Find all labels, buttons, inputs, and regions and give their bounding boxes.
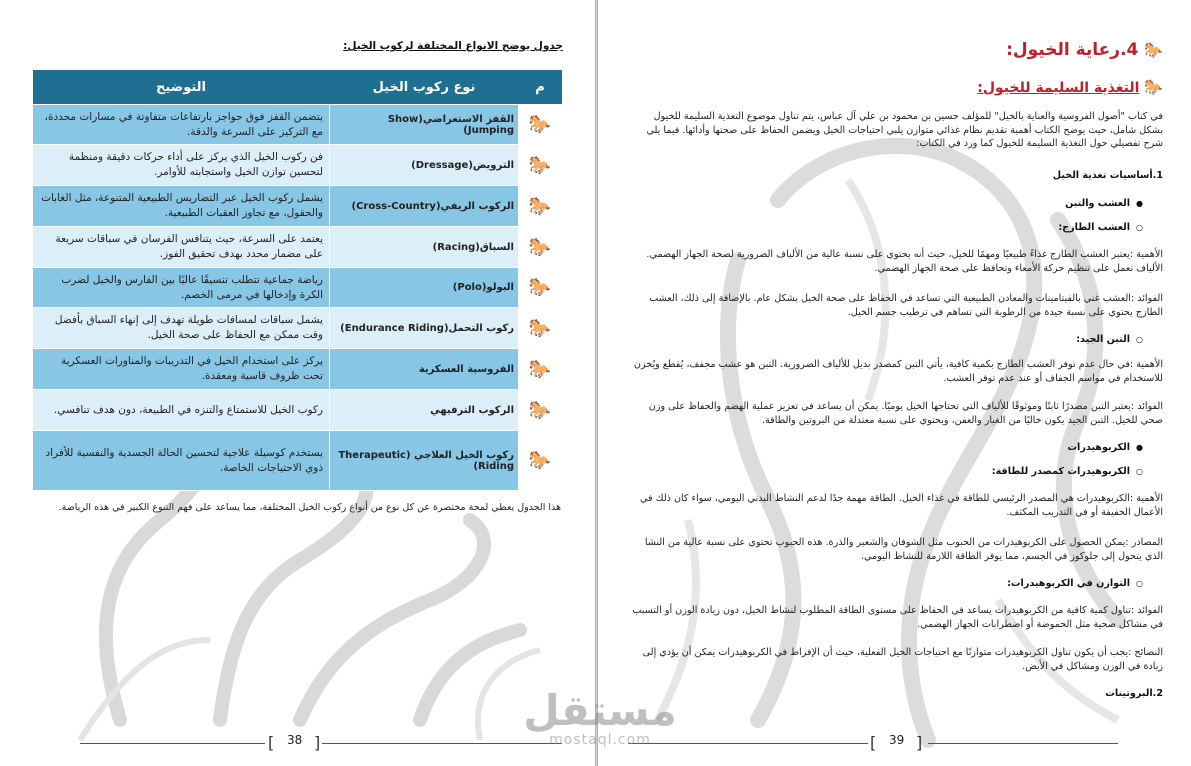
circle-bullet-icon: ○ bbox=[1136, 335, 1143, 344]
circle-bullet-icon: ○ bbox=[1136, 467, 1143, 476]
bullet-dot-icon: ● bbox=[1136, 199, 1143, 208]
table-row bbox=[33, 390, 562, 431]
row-type-name: الركوب الترفيهي bbox=[330, 390, 519, 431]
table-row bbox=[33, 308, 562, 349]
horse-icon: 🐎 bbox=[519, 105, 562, 145]
table-row bbox=[33, 105, 562, 145]
section-title: 2.البروتينات bbox=[1105, 688, 1163, 699]
row-description: يتضمن القفز فوق حواجز بارتفاعات متفاوتة في مسارات محددة، مع التركيز على السرعة والدقة. bbox=[33, 105, 330, 145]
row-type-name: الركوب الريفي(Cross-Country) bbox=[330, 186, 519, 227]
sub-bullet-text: العشب الطازج: bbox=[1058, 222, 1131, 233]
horse-icon: 🐎 bbox=[1144, 41, 1163, 59]
horse-icon: 🐎 bbox=[519, 145, 562, 186]
page-number: 39 bbox=[889, 733, 905, 747]
horse-icon: 🐎 bbox=[519, 268, 562, 308]
row-type-name: ركوب الخيل العلاجي (Therapeutic Riding) bbox=[330, 431, 519, 491]
watermark-arabic: مستقل bbox=[523, 686, 677, 735]
paragraph: الأهمية :يعتبر العشب الطازج غذاءً طبيعيًا ومهمًا للخيل، حيث أنه يحتوي على نسبة عالية من الألياف الضرورية لصحة الجهاز الهضمي. الألياف تعمل على تنظيم حركة الأمعاء وتحافظ على صحة الجهاز الهضمي. bbox=[646, 249, 1163, 274]
subsection-heading-text: التغذية السليمة للخيول: bbox=[977, 80, 1140, 96]
paragraph: الفوائد :تناول كمية كافية من الكربوهيدرات يساعد في الحفاظ على مستوى الطاقة المطلوب لنشاط الخيل، دون زيادة الوزن أو التسبب في مشاكل صحية مثل الحموضة أو اضطرابات الجهاز الهضمي. bbox=[632, 605, 1163, 630]
paragraph: المصادر :يمكن الحصول على الكربوهيدرات من الحبوب مثل الشوفان والشعير والذرة. هذه الحبوب تحتوي على نسبة عالية من النشا الذي يتحول إلى جلوكوز في الجسم، مما يوفر الطاقة اللازمة للنشاط اليومي. bbox=[644, 537, 1163, 562]
paragraph: الأهمية :الكربوهيدرات هي المصدر الرئيسي للطاقة في غذاء الخيل. الطاقة مهمة جدًا لدعم النشاط البدني اليومي، سواء كان ذلك في الأعمال الخفيفة أو في التدريب المكثف. bbox=[639, 493, 1163, 518]
page-right bbox=[598, 0, 1191, 766]
sub-bullet-text: التوازن في الكربوهيدرات: bbox=[1007, 578, 1131, 589]
table-caption: جدول يوضح الانواع المختلفة لركوب الخيل: bbox=[343, 40, 563, 52]
circle-bullet-icon: ○ bbox=[1136, 223, 1143, 232]
horse-icon: 🐎 bbox=[519, 308, 562, 349]
table-row bbox=[33, 227, 562, 268]
bullet-item bbox=[608, 198, 1143, 209]
paragraph: الفوائد :يعتبر التبن مصدرًا ثابتًا وموثوقًا للألياف التي تحتاجها الخيل يوميًا. يمكن أن يساعد في تعزيز عملية الهضم والحفاظ على وزن صحي للخيل. التبن الجيد يكون خاليًا من الغبار والعفن، ويحتوي على نسبة معتدلة من البروتين والطاقة. bbox=[648, 401, 1163, 426]
table-row bbox=[33, 349, 562, 390]
horse-icon: 🐎 bbox=[519, 227, 562, 268]
intro-paragraph: في كتاب "أصول الفروسية والعناية بالخيل" للمؤلف حسين بن محمود بن علي آل عباس، يتم تناول موضوع التغذية السليمة للخيول بشكل شامل، حيث يوضح الكتاب أهمية تقديم نظام غذائي متوازن يلبي احتياجات الخيل ويضمن الحفاظ على صحتها وأدائها. فيما يلي شرح تفصيلي حول التغذية السليمة للخيول كما ورد في الكتاب: bbox=[646, 111, 1163, 150]
table-row bbox=[33, 268, 562, 308]
riding-types-table bbox=[32, 70, 562, 491]
sub-bullet-item bbox=[608, 466, 1143, 477]
sub-bullet-text: التبن الجيد: bbox=[1076, 334, 1131, 345]
bracket-left: [ bbox=[268, 733, 275, 752]
sub-bullet-item bbox=[608, 578, 1143, 589]
bracket-right: ] bbox=[916, 733, 923, 752]
row-type-name: القفز الاستعراضي(Show Jumping) bbox=[330, 105, 519, 145]
footer-rule bbox=[80, 743, 265, 744]
section-heading bbox=[1006, 40, 1163, 60]
header-type: نوع ركوب الخيل bbox=[330, 70, 519, 105]
horse-icon: 🐎 bbox=[519, 349, 562, 390]
table-row bbox=[33, 145, 562, 186]
sub-bullet-item bbox=[608, 222, 1143, 233]
sub-bullet-item bbox=[608, 334, 1143, 345]
bullet-item bbox=[608, 442, 1143, 453]
row-type-name: ركوب التحمل(Endurance Riding) bbox=[330, 308, 519, 349]
row-description: فن ركوب الخيل الذي يركز على أداء حركات دقيقة ومنظمة لتحسين توازن الخيل واستجابته للأوامر. bbox=[33, 145, 330, 186]
header-num: م bbox=[519, 70, 562, 105]
page-number: 38 bbox=[287, 733, 303, 747]
row-type-name: البولو(Polo) bbox=[330, 268, 519, 308]
row-description: يشمل سباقات لمسافات طويلة تهدف إلى إنهاء السباق بأفضل وقت ممكن مع الحفاظ على صحة الخيل. bbox=[33, 308, 330, 349]
paragraph: الأهمية :في حال عدم توفر العشب الطازج بكمية كافية، يأتي التبن كمصدر بديل للألياف الضرورية. التبن هو عشب مجفف، يُقطع ويُخزن للاستخدام في مواسم الجفاف أو عند عدم توفر العشب. bbox=[633, 359, 1163, 384]
paragraph: الفوائد :العشب غني بالفيتامينات والمعادن الطبيعية التي تساعد في الحفاظ على صحة الخيل بشكل عام. بالإضافة إلى ذلك، العشب الطازج يحتوي على نسبة جيدة من الرطوبة التي تساهم في ترطيب جسم الخيل. bbox=[649, 293, 1163, 318]
header-desc: التوضيح bbox=[33, 70, 330, 105]
table-note: هذا الجدول يعطي لمحة مختصرة عن كل نوع من أنواع ركوب الخيل المختلفة، مما يساعد على فهم التنوع الكبير في هذه الرياضة. bbox=[58, 502, 561, 513]
horse-icon: 🐎 bbox=[1144, 78, 1163, 96]
row-description: يعتمد على السرعة، حيث يتنافس الفرسان في سباقات سريعة على مضمار محدد بهدف تحقيق الفوز. bbox=[33, 227, 330, 268]
row-description: رياضة جماعية تتطلب تنسيقًا عاليًا بين الفارس والخيل لضرب الكرة وإدخالها في مرمى الخصم. bbox=[33, 268, 330, 308]
bullet-dot-icon: ● bbox=[1136, 443, 1143, 452]
row-description: يستخدم كوسيلة علاجية لتحسين الحالة الجسدية والنفسية للأفراد ذوي الاحتياجات الخاصة. bbox=[33, 431, 330, 491]
sub-bullet-text: الكربوهيدرات كمصدر للطاقة: bbox=[991, 466, 1131, 477]
row-type-name: الترويض(Dressage) bbox=[330, 145, 519, 186]
circle-bullet-icon: ○ bbox=[1136, 579, 1143, 588]
row-description: يشمل ركوب الخيل عبر التضاريس الطبيعية المتنوعة، مثل الغابات والحقول، مع تجاوز العقبات الطبيعية. bbox=[33, 186, 330, 227]
horse-icon: 🐎 bbox=[519, 186, 562, 227]
paragraph: النصائح :يجب أن يكون تناول الكربوهيدرات متوازنًا مع احتياجات الخيل الفعلية، حيث أن الإفراط في الكربوهيدرات يمكن أن يؤدي إلى زيادة في الوزن ومشاكل في الأيض. bbox=[642, 647, 1163, 672]
row-type-name: الفروسية العسكرية bbox=[330, 349, 519, 390]
row-type-name: السباق(Racing) bbox=[330, 227, 519, 268]
table-row bbox=[33, 431, 562, 491]
footer-rule bbox=[928, 743, 1118, 744]
bullet-text: الكربوهيدرات bbox=[1067, 442, 1131, 453]
bracket-right: ] bbox=[314, 733, 321, 752]
row-description: يركز على استخدام الخيل في التدريبات والمناورات العسكرية تحت ظروف قاسية ومعقدة. bbox=[33, 349, 330, 390]
horse-icon: 🐎 bbox=[519, 390, 562, 431]
bracket-left: [ bbox=[870, 733, 877, 752]
bullet-text: العشب والتبن bbox=[1065, 198, 1131, 209]
section-title: 1.أساسيات تغذية الخيل bbox=[1052, 170, 1163, 181]
page-left bbox=[0, 0, 595, 766]
site-watermark bbox=[490, 686, 710, 748]
horse-icon: 🐎 bbox=[519, 431, 562, 491]
subsection-heading bbox=[977, 78, 1163, 96]
section-heading-text: 4.رعاية الخيول: bbox=[1006, 40, 1139, 60]
table-row bbox=[33, 186, 562, 227]
watermark-latin: mostaql.com bbox=[549, 732, 651, 748]
row-description: ركوب الخيل للاستمتاع والتنزه في الطبيعة، دون هدف تنافسي. bbox=[33, 390, 330, 431]
